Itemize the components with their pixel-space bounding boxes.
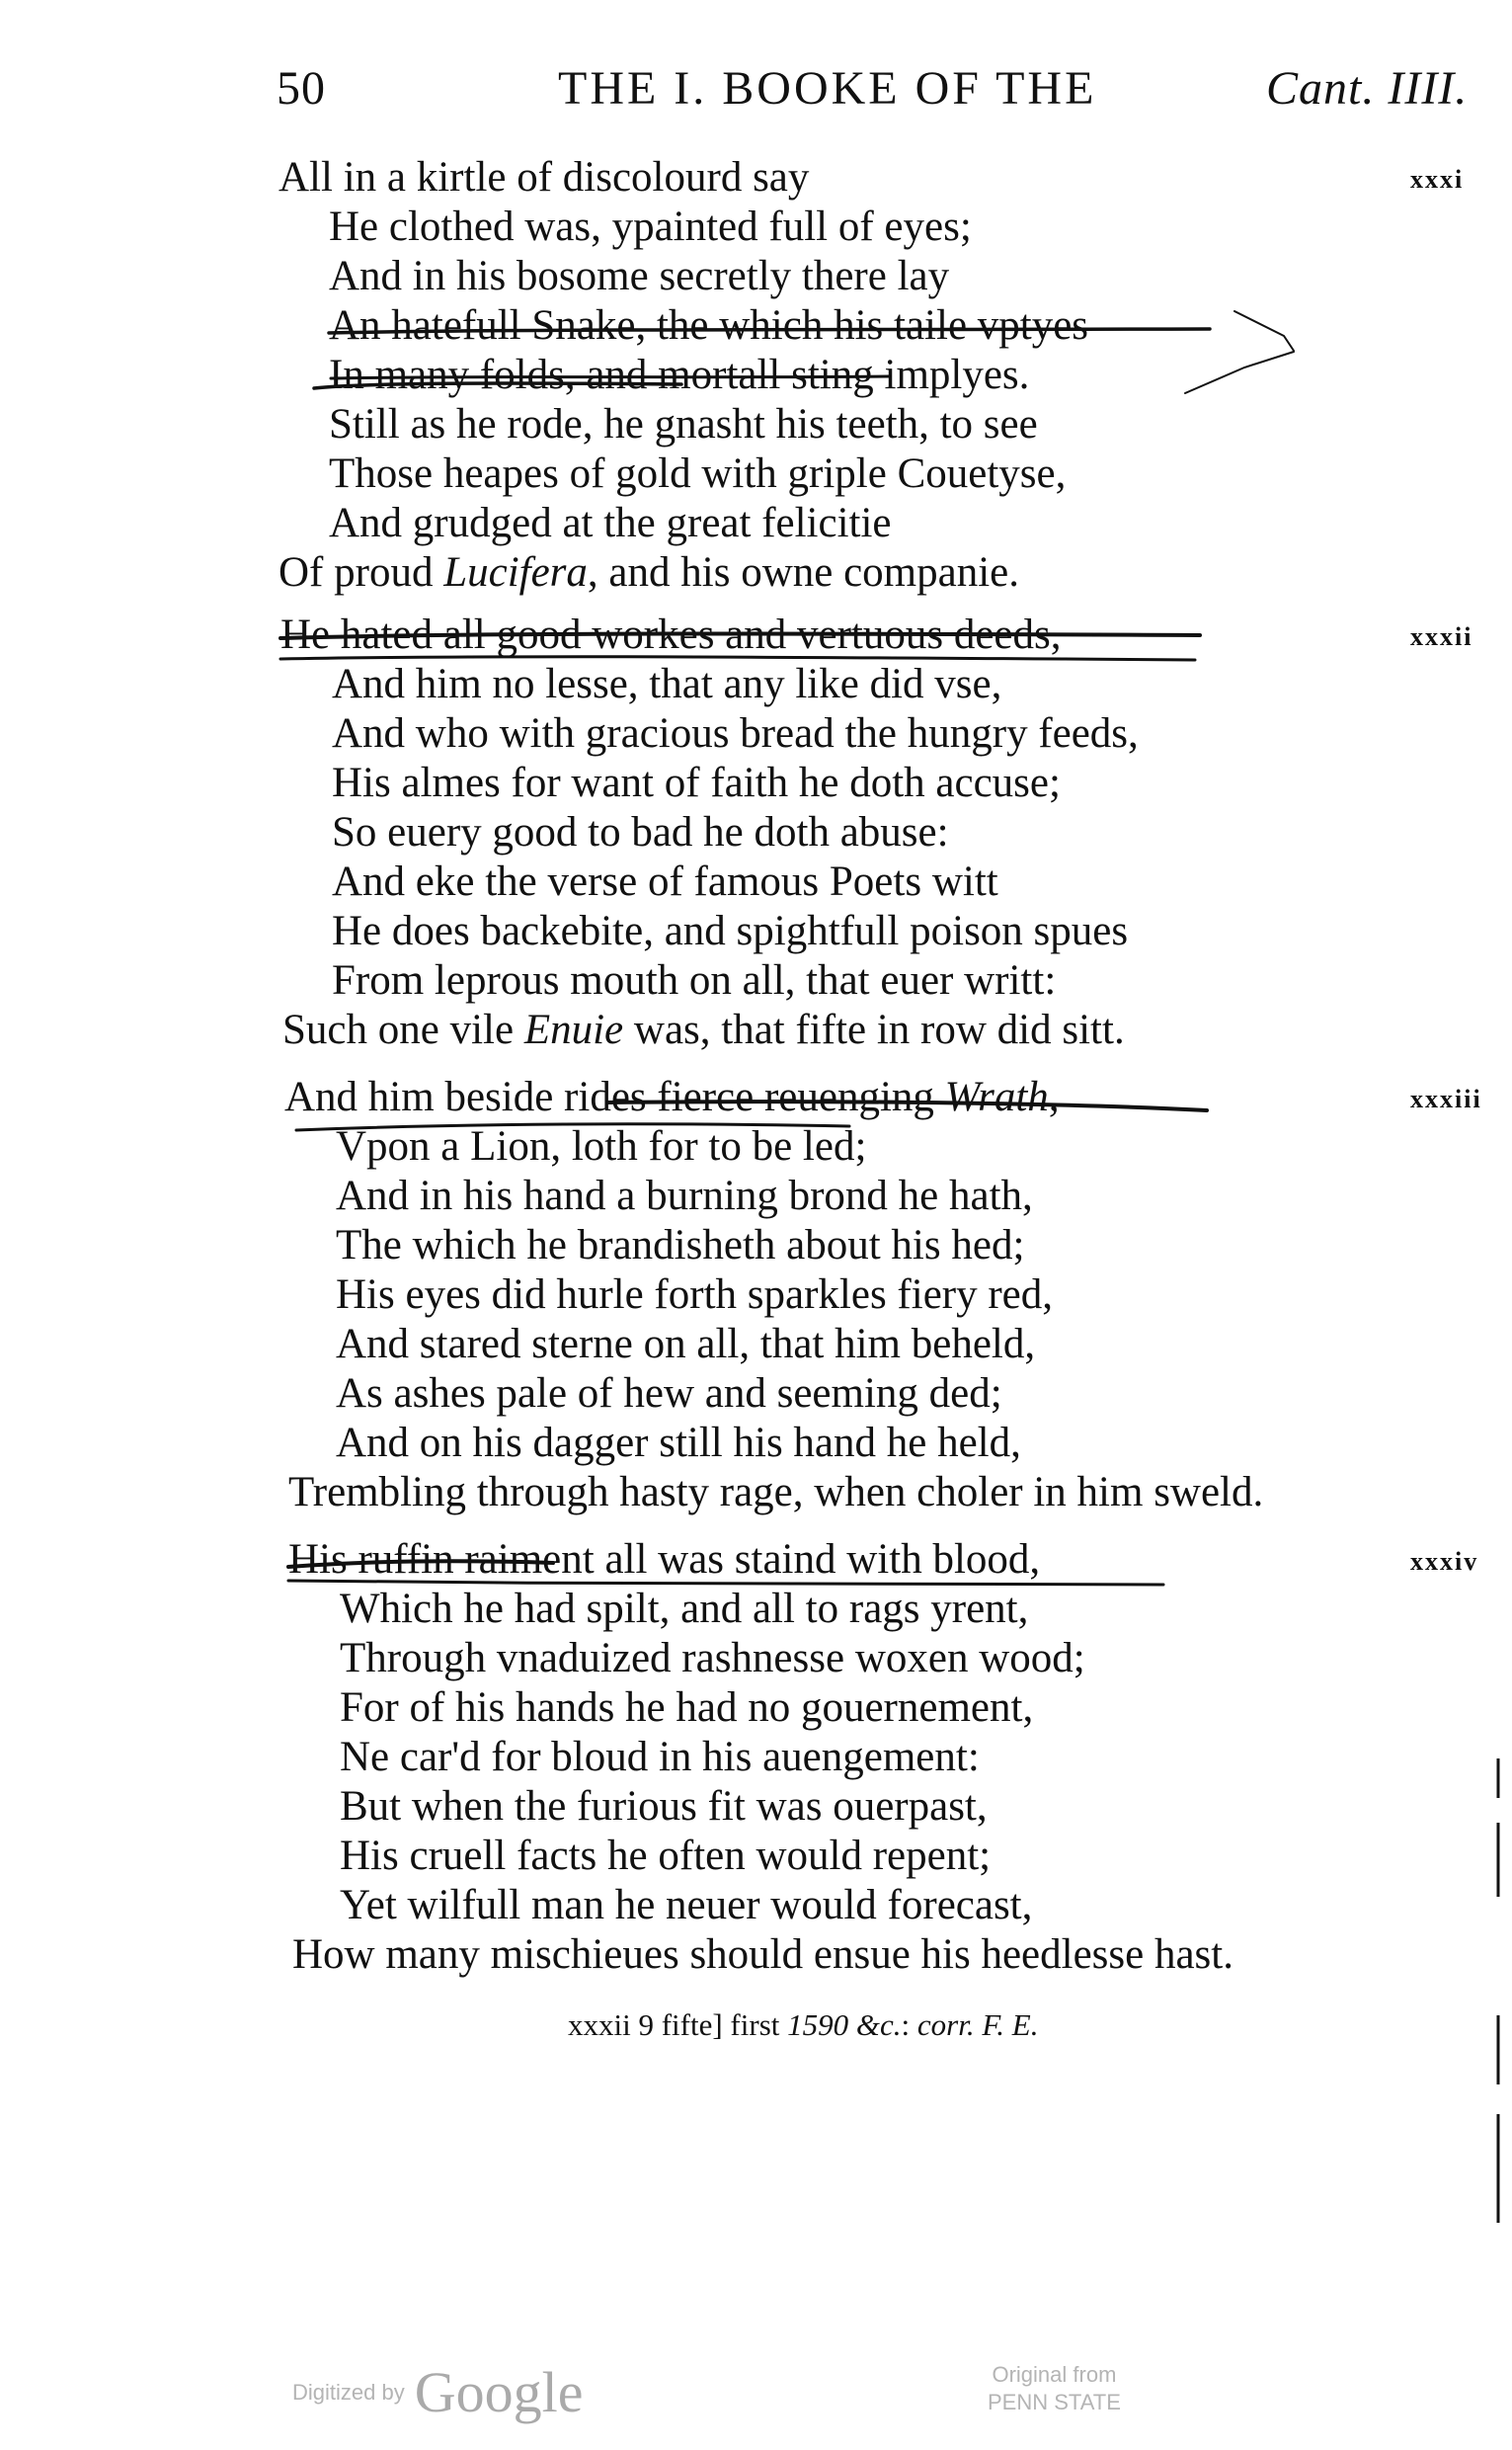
verse-line: He hated all good workes and vertuous deeds, <box>280 612 1062 658</box>
verse-line: How many mischieues should ensue his heedlesse hast. <box>292 1931 1233 1978</box>
verse-line: And stared sterne on all, that him beheld, <box>336 1321 1036 1367</box>
strikethrough-mark <box>607 1102 1207 1110</box>
verse-fragment: Such one vile <box>282 1007 524 1053</box>
verse-line: Trembling through hasty rage, when choler in him sweld. <box>288 1469 1264 1515</box>
original-from-label: Original from <box>992 2362 1117 2387</box>
verse-line: And him no lesse, that any like did vse, <box>332 661 1002 707</box>
verse-line: And in his bosome secretly there lay <box>329 253 950 299</box>
arrow-icon <box>1185 311 1294 393</box>
underline-mark <box>331 376 889 378</box>
stanza-number: xxxi <box>1410 165 1465 194</box>
verse-line: In many folds, and mortall sting implyes. <box>329 352 1030 398</box>
underline-mark <box>280 657 1195 660</box>
verse-line: And eke the verse of famous Poets witt <box>332 858 998 905</box>
strikethrough-mark <box>280 633 1200 638</box>
strikethrough-mark <box>288 1561 553 1567</box>
strikethrough-mark <box>329 329 1210 333</box>
stanza-number: xxxiii <box>1410 1085 1482 1113</box>
footnote-sep: : <box>901 2007 917 2042</box>
verse-line: So euery good to bad he doth abuse: <box>332 809 949 856</box>
proper-name: Lucifera <box>443 549 588 596</box>
verse-line: For of his hands he had no gouernement, <box>340 1684 1034 1731</box>
verse-line: But when the furious fit was ouerpast, <box>340 1783 988 1830</box>
proper-name: Wrath <box>944 1074 1049 1120</box>
verse-line: Vpon a Lion, loth for to be led; <box>336 1123 867 1170</box>
verse-line: All in a kirtle of discolourd say <box>279 154 810 201</box>
digitized-by-label: Digitized by <box>292 2379 405 2405</box>
verse-line: He does backebite, and spightfull poison spues <box>332 908 1129 954</box>
underline-mark <box>296 1124 849 1130</box>
verse-line: Ne car'd for bloud in his auengement: <box>340 1734 980 1780</box>
page-number: 50 <box>277 62 326 115</box>
verse-fragment: And him beside rides fierce reuenging <box>284 1074 945 1120</box>
verse-line: His almes for want of faith he doth accuse; <box>332 760 1061 806</box>
verse-line: And in his hand a burning brond he hath, <box>336 1173 1033 1219</box>
verse-line: Through vnaduized rashnesse woxen wood; <box>340 1635 1085 1681</box>
library-label: PENN STATE <box>988 2390 1121 2414</box>
page-edge-mark <box>1494 1758 1502 2252</box>
footnote-source: 1590 &c. <box>787 2007 902 2042</box>
underline-mark <box>288 1581 1163 1585</box>
canto-label: Cant. IIII. <box>1266 62 1469 115</box>
verse-line: Those heapes of gold with griple Couetyse, <box>329 450 1067 497</box>
strikethrough-mark <box>314 383 681 388</box>
verse-line: His eyes did hurle forth sparkles fiery red, <box>336 1271 1054 1318</box>
google-logo: Google <box>414 2360 584 2424</box>
verse-line: And who with gracious bread the hungry feeds, <box>332 710 1139 757</box>
verse-line: From leprous mouth on all, that euer writt: <box>332 957 1057 1004</box>
verse-line: Still as he rode, he gnasht his teeth, to see <box>329 401 1038 448</box>
verse-line: And on his dagger still his hand he held, <box>336 1420 1021 1466</box>
stanza-number: xxxii <box>1410 622 1473 651</box>
proper-name: Enuie <box>523 1007 624 1053</box>
verse-line: Which he had spilt, and all to rags yrent, <box>340 1586 1029 1632</box>
running-title: THE I. BOOKE OF THE <box>558 62 1097 115</box>
verse-line: His cruell facts he often would repent; <box>340 1833 992 1879</box>
verse-line: He clothed was, ypainted full of eyes; <box>329 204 972 250</box>
verse-fragment: , and his owne companie. <box>587 549 1019 596</box>
verse-fragment: , <box>1048 1074 1060 1120</box>
stanza-number: xxxiv <box>1410 1547 1479 1576</box>
verse-fragment: Of proud <box>279 549 444 596</box>
verse-line: An hatefull Snake, the which his taile vptyes <box>329 302 1089 349</box>
verse-line: Yet wilfull man he neuer would forecast, <box>340 1882 1033 1928</box>
verse-line: And grudged at the great felicitie <box>329 500 892 546</box>
footnote-ref: xxxii 9 fifte] first <box>568 2007 788 2042</box>
verse-line: The which he brandisheth about his hed; <box>336 1222 1025 1268</box>
verse-line: His ruffin raiment all was staind with blood, <box>288 1536 1041 1583</box>
verse-line: As ashes pale of hew and seeming ded; <box>336 1370 1002 1417</box>
footnote-correction: corr. F. E. <box>916 2007 1039 2042</box>
verse-fragment: was, that fifte in row did sitt. <box>623 1007 1125 1053</box>
